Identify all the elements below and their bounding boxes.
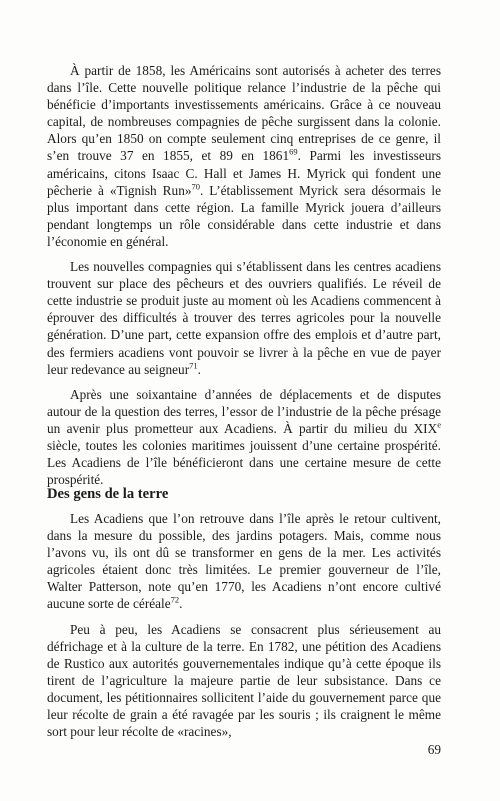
footnote-ref-72: 72 [170, 595, 180, 606]
paragraph: Peu à peu, les Acadiens se consacrent plus sérieusement au défrichage et à la culture de la terre. En 1782, une pétition des Acadiens de Rustico aux autorités gouvernementales indique qu’à cette époque ils tirent de l’agriculture la majeure partie de leur subsistance. Dans ce document, les pétitionnaires sollicitent l’aide du gouvernement parce que leur récolte de grain a été ravagée par les souris ; ils craignent le même sort pour leur récolte de «racines», [47, 621, 441, 740]
section-heading: Des gens de la terre [47, 486, 169, 502]
paragraph: Les Acadiens que l’on retrouve dans l’île après le retour cultivent, dans la mesure du possible, des jardins potagers. Mais, comme nous l’avons vu, ils ont dû se transformer en gens de la mer. Les activités agricoles étaient donc très limitées. Le premier gouverneur de l’île, Walter Patterson, note qu’en 1770, les Acadiens n’ont encore cultivé aucune sorte de céréale$^{72}$. [47, 511, 441, 612]
page-number: 69 [427, 742, 441, 757]
section-fishing-industry [47, 62, 441, 488]
footnote-ref-69: 69 [289, 147, 298, 158]
paragraph: À partir de 1858, les Américains sont autorisés à acheter des terres dans l’île. Cette nouvelle politique relance l’industrie de la pêche qui bénéficie d’importants investissements américains. Grâce à ce nouveau capital, de nombreuses compagnies de pêche surgissent dans la colonie. Alors qu’en 1850 on compte seulement cinq entreprises de ce genre, il s’en trouve 37 en 1855, et 89 en 1861$^{69}$. Parmi les investisseurs américains, citons Isaac C. Hall et James H. Myrick qui fondent une pêcherie à «Tignish Run»$^{70}$. L’établissement Myrick sera désormais le plus important dans cette région. La famille Myrick jouera d’ailleurs pendant longtemps un rôle considérable dans cette industrie et dans l’économie en général. [47, 63, 441, 249]
footnote-ref-70: 70 [191, 181, 200, 192]
paragraph: Les nouvelles compagnies qui s’établissent dans les centres acadiens trouvent sur place des pêcheurs et des ouvriers qualifiés. Le réveil de cette industrie se produit juste au moment où les Acadiens commencent à éprouver des difficultés à trouver des terres agricoles pour la nouvelle génération. D’une part, cette expansion offre des emplois et d’autre part, des fermiers acadiens vont pouvoir se livrer à la pêche en vue de payer leur redevance au seigneur$^{71}$. [47, 259, 441, 377]
paragraph: Après une soixantaine d’années de déplacements et de disputes autour de la question des terres, l’essor de l’industrie de la pêche présage un avenir plus prometteur aux Acadiens. À partir du milieu du XIXe siècle, toutes les colonies maritimes jouissent d’une certaine prospérité. Les Acadiens de l’île bénéficieront dans une certaine mesure de cette prospérité. [47, 386, 441, 488]
century-superscript: e [437, 419, 441, 430]
section-people-of-the-land [47, 510, 441, 748]
footnote-ref-71: 71 [189, 360, 198, 371]
